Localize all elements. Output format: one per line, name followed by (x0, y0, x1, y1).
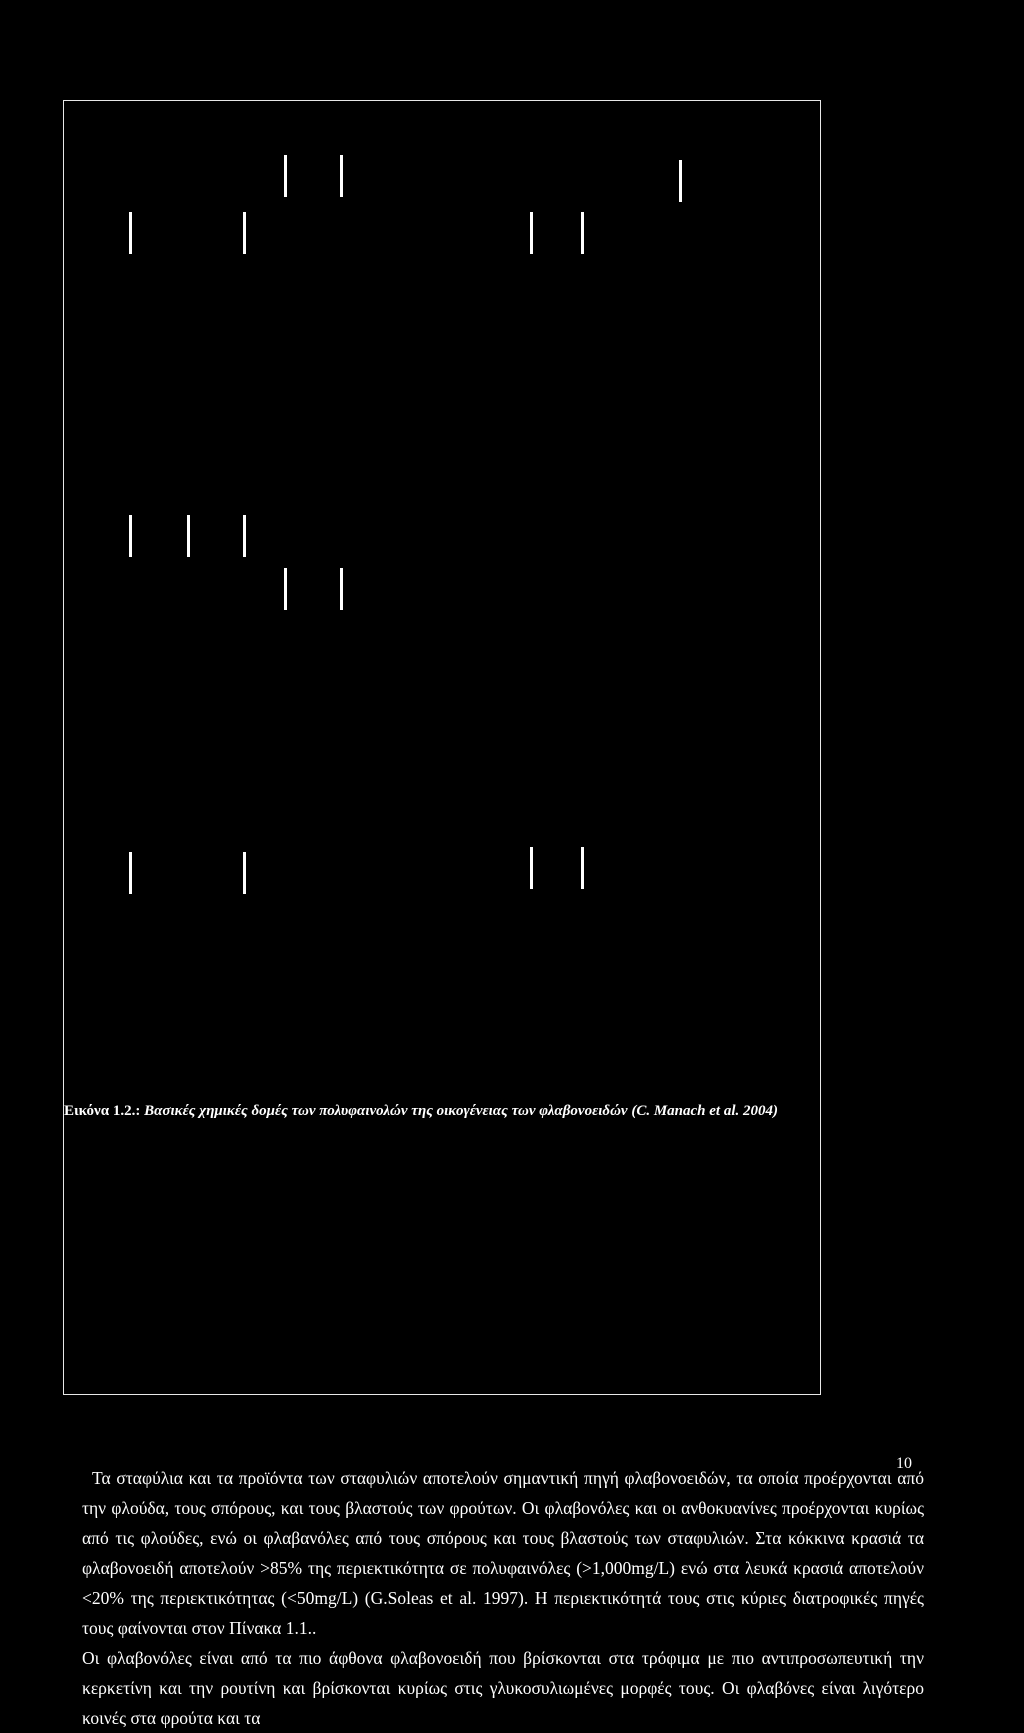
structure-bond (129, 515, 132, 557)
structure-bond (581, 847, 584, 889)
structure-bond (581, 212, 584, 254)
body-text (82, 1463, 924, 1733)
structure-bond (284, 155, 287, 197)
structure-bond (340, 568, 343, 610)
structure-bond (243, 212, 246, 254)
page-number: 10 (896, 1455, 912, 1472)
paragraph: Τα σταφύλια και τα προϊόντα των σταφυλιών αποτελούν σημαντική πηγή φλαβονοειδών, τα οποία προέρχονται από την φλούδα, τους σπόρους, και τους βλαστούς των φρούτων. Οι φλαβονόλες και οι ανθοκυανίνες προέρχονται κυρίως από τις φλούδες, ενώ οι φλαβανόλες από τους σπόρους και τους βλαστούς των σταφυλιών. Στα κόκκινα κρασιά τα φλαβονοειδή αποτελούν >85% της περιεκτικότητα σε πολυφαινόλες (>1,000mg/L) ενώ στα λευκά κρασιά αποτελούν <20% της περιεκτικότητας (<50mg/L) (G.Soleas et al. 1997). Η περιεκτικότητά τους στις κύριες διατροφικές πηγές τους φαίνονται στον Πίνακα 1.1.. (82, 1468, 924, 1638)
structure-bond (243, 515, 246, 557)
structure-bond (530, 212, 533, 254)
structure-bond (243, 852, 246, 894)
structure-bond (679, 160, 682, 202)
paragraph: Οι φλαβονόλες είναι από τα πιο άφθονα φλαβονοειδή που βρίσκονται στα τρόφιμα με πιο αντιπροσωπευτική την κερκετίνη και την ρουτίνη και βρίσκονται κυρίως στις γλυκοσυλιωμένες μορφές τους. Οι φλαβόνες είναι λιγότερο κοινές στα φρούτα και τα (82, 1648, 924, 1728)
structure-bond (187, 515, 190, 557)
structure-bond (340, 155, 343, 197)
structure-bond (129, 852, 132, 894)
figure-caption-text: Βασικές χημικές δομές των πολυφαινολών της οικογένειας των φλαβονοειδών (C. Manach et al. 2004) (144, 1103, 778, 1119)
figure-frame-lower (63, 392, 821, 1395)
structure-bond (284, 568, 287, 610)
figure-frame (63, 100, 821, 393)
figure-caption-label: Εικόνα 1.2.: (64, 1103, 141, 1119)
structure-bond (129, 212, 132, 254)
figure-caption (64, 1100, 924, 1122)
structure-bond (530, 847, 533, 889)
